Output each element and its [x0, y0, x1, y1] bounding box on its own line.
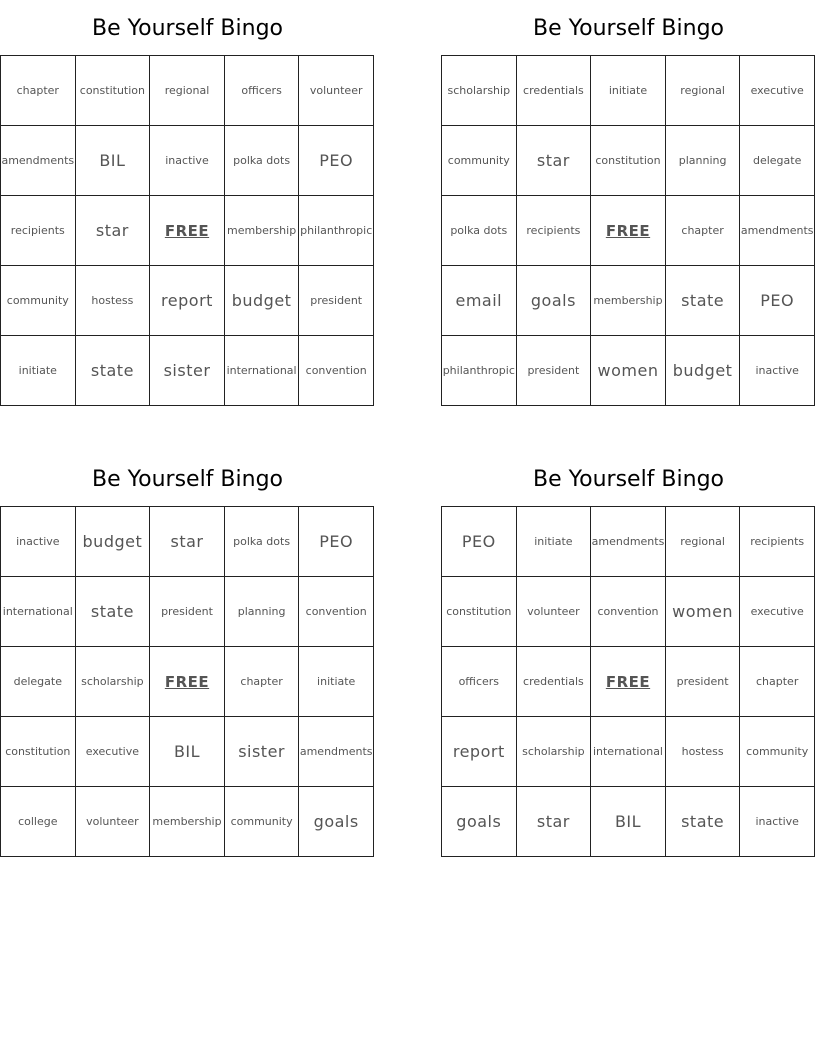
bingo-cell: delegate — [740, 126, 815, 196]
bingo-cell: regional — [150, 56, 225, 126]
bingo-cell: scholarship — [517, 717, 592, 787]
bingo-cell: amendments — [299, 717, 374, 787]
bingo-cell: community — [1, 266, 76, 336]
bingo-cell: PEO — [299, 507, 374, 577]
bingo-cell: polka dots — [225, 126, 300, 196]
bingo-cell: inactive — [1, 507, 76, 577]
bingo-cell: constitution — [591, 126, 666, 196]
bingo-cell: goals — [442, 787, 517, 857]
bingo-cell: report — [442, 717, 517, 787]
bingo-cell: international — [225, 336, 300, 406]
bingo-cell: constitution — [76, 56, 151, 126]
bingo-cell: inactive — [740, 787, 815, 857]
bingo-cell: president — [666, 647, 741, 717]
bingo-cell: president — [150, 577, 225, 647]
card-title: Be Yourself Bingo — [532, 467, 724, 492]
bingo-card-1 — [0, 0, 375, 406]
bingo-cell: amendments — [740, 196, 815, 266]
bingo-cell: hostess — [76, 266, 151, 336]
free-space-cell: FREE — [591, 647, 666, 717]
bingo-cell: chapter — [666, 196, 741, 266]
bingo-cell: convention — [299, 577, 374, 647]
bingo-cell: credentials — [517, 56, 592, 126]
bingo-cell: women — [591, 336, 666, 406]
bingo-cell: BIL — [591, 787, 666, 857]
bingo-cell: PEO — [299, 126, 374, 196]
bingo-cell: star — [517, 126, 592, 196]
bingo-cell: planning — [666, 126, 741, 196]
card-title: Be Yourself Bingo — [91, 467, 283, 492]
bingo-cell: regional — [666, 507, 741, 577]
bingo-cell: membership — [150, 787, 225, 857]
bingo-cell: star — [76, 196, 151, 266]
bingo-cell: recipients — [1, 196, 76, 266]
bingo-cell: sister — [225, 717, 300, 787]
bingo-cell: hostess — [666, 717, 741, 787]
bingo-cell: volunteer — [517, 577, 592, 647]
bingo-cell: initiate — [517, 507, 592, 577]
bingo-cell: state — [666, 266, 741, 336]
bingo-cell: executive — [76, 717, 151, 787]
bingo-cell: executive — [740, 577, 815, 647]
bingo-cell: goals — [299, 787, 374, 857]
bingo-cell: chapter — [225, 647, 300, 717]
bingo-cell: sister — [150, 336, 225, 406]
bingo-cell: polka dots — [225, 507, 300, 577]
bingo-cell: membership — [225, 196, 300, 266]
free-space-cell: FREE — [150, 647, 225, 717]
bingo-cell: BIL — [76, 126, 151, 196]
bingo-cell: initiate — [591, 56, 666, 126]
bingo-cell: PEO — [740, 266, 815, 336]
bingo-cell: recipients — [740, 507, 815, 577]
bingo-cell: inactive — [150, 126, 225, 196]
bingo-cell: amendments — [591, 507, 666, 577]
bingo-cell: budget — [666, 336, 741, 406]
bingo-cell: membership — [591, 266, 666, 336]
bingo-cell: BIL — [150, 717, 225, 787]
bingo-cell: scholarship — [76, 647, 151, 717]
bingo-cell: president — [517, 336, 592, 406]
card-title: Be Yourself Bingo — [532, 16, 724, 41]
bingo-cell: chapter — [740, 647, 815, 717]
bingo-cell: initiate — [299, 647, 374, 717]
bingo-cell: community — [740, 717, 815, 787]
bingo-card-2 — [441, 0, 816, 406]
bingo-grid — [0, 55, 374, 406]
bingo-card-3 — [0, 451, 375, 857]
bingo-cell: star — [150, 507, 225, 577]
bingo-cell: community — [442, 126, 517, 196]
bingo-cell: star — [517, 787, 592, 857]
bingo-cell: community — [225, 787, 300, 857]
free-space-cell: FREE — [591, 196, 666, 266]
bingo-cell: credentials — [517, 647, 592, 717]
bingo-grid — [441, 506, 815, 857]
bingo-cell: executive — [740, 56, 815, 126]
bingo-cell: state — [76, 577, 151, 647]
bingo-cell: recipients — [517, 196, 592, 266]
bingo-cell: officers — [442, 647, 517, 717]
bingo-cell: delegate — [1, 647, 76, 717]
bingo-cell: amendments — [1, 126, 76, 196]
bingo-grid — [0, 506, 374, 857]
bingo-cell: convention — [299, 336, 374, 406]
bingo-cell: planning — [225, 577, 300, 647]
bingo-cell: scholarship — [442, 56, 517, 126]
bingo-cell: constitution — [1, 717, 76, 787]
card-title: Be Yourself Bingo — [91, 16, 283, 41]
bingo-card-4 — [441, 451, 816, 857]
bingo-grid — [441, 55, 815, 406]
bingo-cell: budget — [225, 266, 300, 336]
bingo-cell: polka dots — [442, 196, 517, 266]
bingo-cell: chapter — [1, 56, 76, 126]
bingo-cell: PEO — [442, 507, 517, 577]
bingo-cell: state — [76, 336, 151, 406]
bingo-cell: initiate — [1, 336, 76, 406]
bingo-cell: inactive — [740, 336, 815, 406]
bingo-cell: philanthropic — [442, 336, 517, 406]
bingo-cell: email — [442, 266, 517, 336]
bingo-cell: volunteer — [76, 787, 151, 857]
bingo-cell: women — [666, 577, 741, 647]
bingo-cell: college — [1, 787, 76, 857]
bingo-cell: regional — [666, 56, 741, 126]
bingo-cell: volunteer — [299, 56, 374, 126]
bingo-cell: international — [1, 577, 76, 647]
bingo-cell: international — [591, 717, 666, 787]
bingo-cell: state — [666, 787, 741, 857]
free-space-cell: FREE — [150, 196, 225, 266]
bingo-cell: officers — [225, 56, 300, 126]
bingo-cell: convention — [591, 577, 666, 647]
bingo-cell: budget — [76, 507, 151, 577]
bingo-cell: report — [150, 266, 225, 336]
bingo-cell: philanthropic — [299, 196, 374, 266]
bingo-cell: constitution — [442, 577, 517, 647]
bingo-cell: goals — [517, 266, 592, 336]
bingo-cell: president — [299, 266, 374, 336]
